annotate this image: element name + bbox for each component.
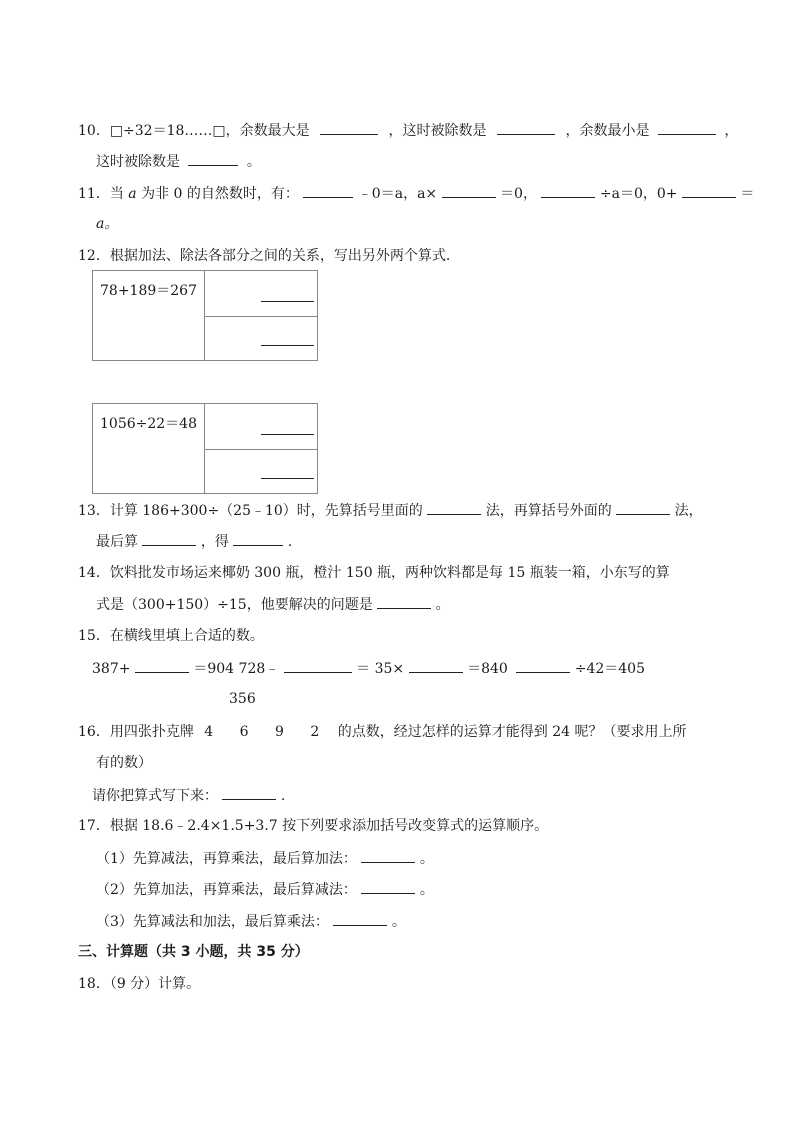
- q17-text: 17．根据 18.6﹣2.4×1.5+3.7 按下列要求添加括号改变算式的运算顺序。: [78, 818, 549, 834]
- q17-blank-1[interactable]: [361, 848, 415, 863]
- q12-box-2-answer-2[interactable]: [261, 478, 314, 479]
- q12-box-1-equation: 78+189＝267: [100, 283, 197, 299]
- q16-text-b: 的点数，经过怎样的运算才能得到 24 呢？（要求用上所: [337, 724, 687, 740]
- q11-line1: [78, 183, 754, 204]
- q17-sub2-end: 。: [419, 882, 434, 898]
- q15-blank-1[interactable]: [135, 658, 189, 673]
- q16-line3: [92, 785, 285, 806]
- q12-box-1-answer-1[interactable]: [261, 301, 314, 302]
- q11-line2-text: a。: [96, 216, 119, 232]
- q10-blank-2[interactable]: [497, 120, 555, 135]
- q16-card-4: 2: [310, 724, 320, 740]
- q17-sub3: [96, 911, 406, 932]
- q12-box-2-equation: 1056÷22＝48: [100, 416, 197, 432]
- q13-text-a: 13．计算 186+300÷（25﹣10）时，先算括号里面的: [78, 503, 423, 519]
- q15-line2: 356: [229, 691, 256, 707]
- q16-text-a: 16．用四张扑克牌: [78, 724, 194, 740]
- q17-sub3-text: （3）先算减法和加法，最后算乘法：: [96, 914, 329, 930]
- q16-text-d: .: [280, 788, 286, 804]
- q10-line2: [96, 151, 261, 172]
- q15-blank-3[interactable]: [409, 658, 463, 673]
- q13-blank-4[interactable]: [233, 531, 283, 546]
- q10-text-c: ，余数最小是: [565, 123, 650, 139]
- q11-line2: [96, 214, 118, 234]
- q17-sub1-end: 。: [419, 851, 434, 867]
- q13-blank-2[interactable]: [616, 500, 670, 515]
- q12-box-2-divider: [204, 449, 317, 450]
- q15-equations: [92, 658, 645, 679]
- q16-text-c: 请你把算式写下来：: [92, 788, 218, 804]
- q10-line1: [78, 120, 738, 141]
- q17-blank-2[interactable]: [361, 879, 415, 894]
- q11-blank-4[interactable]: [682, 183, 736, 198]
- q15-eq3-b: ＝840: [467, 661, 508, 677]
- q13-blank-1[interactable]: [427, 500, 481, 515]
- q13-blank-3[interactable]: [142, 531, 196, 546]
- q12-box-2-answer-1[interactable]: [261, 434, 314, 435]
- q13-text-d: 最后算: [96, 534, 138, 550]
- q13-line2: [96, 531, 292, 552]
- q16-card-3: 9: [275, 724, 284, 740]
- q14-text-a: 式是（300+150）÷15，他要解决的问题是: [96, 597, 373, 613]
- q16-card-1: 4: [204, 724, 214, 740]
- q14-line1: 14．饮料批发市场运来椰奶 300 瓶，橙汁 150 瓶，两种饮料都是每 15 瓶装一箱，小东写的算: [78, 565, 670, 581]
- q15-eq4-b: ÷42＝405: [574, 661, 645, 677]
- q16-line2: 有的数）: [96, 755, 152, 771]
- q16-line1: [78, 722, 687, 742]
- q15-eq1-a: 387+: [92, 661, 131, 677]
- q16-blank-1[interactable]: [222, 785, 276, 800]
- q11-blank-3[interactable]: [541, 183, 595, 198]
- q10-text-d: ，: [724, 123, 739, 139]
- q17-sub1-text: （1）先算减法，再算乘法，最后算加法：: [96, 851, 357, 867]
- q12-box-1-divider: [204, 316, 317, 317]
- q14-blank-1[interactable]: [377, 594, 431, 609]
- q15-eq1-b: ＝904 728﹣: [193, 661, 280, 677]
- q15-blank-2[interactable]: [284, 658, 352, 673]
- q11-blank-1[interactable]: [303, 183, 353, 198]
- q15-text: 15．在横线里填上合适的数。: [78, 628, 264, 644]
- q12-box-1: [92, 270, 318, 361]
- q10-text-b: ，这时被除数是: [388, 123, 487, 139]
- q13-line1: [78, 500, 703, 521]
- q17-sub2: [96, 879, 434, 900]
- q10-text-e: 这时被除数是: [96, 154, 180, 170]
- q14-text-b: 。: [435, 597, 450, 613]
- q11-text-f: ＝: [740, 186, 755, 202]
- q10-blank-3[interactable]: [658, 120, 716, 135]
- q15-eq2-b: ＝ 35×: [356, 661, 405, 677]
- q16-card-2: 6: [239, 724, 249, 740]
- q13-text-f: .: [287, 534, 293, 550]
- q15-blank-4[interactable]: [516, 658, 570, 673]
- q18-text: 18．（9 分）计算。: [78, 976, 201, 992]
- q13-text-e: ，得: [200, 534, 229, 550]
- q11-blank-2[interactable]: [442, 183, 496, 198]
- q13-text-c: 法，: [674, 503, 703, 519]
- q12-text: 12．根据加法、除法各部分之间的关系，写出另外两个算式.: [78, 248, 451, 264]
- q10-text-a: 10．□÷32＝18……□，余数最大是: [78, 123, 310, 139]
- q17-sub2-text: （2）先算加法，再算乘法，最后算减法：: [96, 882, 357, 898]
- q11-text-c: ﹣0＝a，a×: [357, 186, 438, 202]
- q12-box-2: [92, 403, 318, 494]
- q14-line2: [96, 594, 450, 615]
- q10-blank-1[interactable]: [320, 120, 378, 135]
- q11-text-e: ÷a＝0，0+: [599, 186, 678, 202]
- q10-blank-4[interactable]: [188, 151, 238, 166]
- q17-sub1: [96, 848, 434, 869]
- q17-blank-3[interactable]: [333, 911, 387, 926]
- q10-text-f: 。: [246, 154, 261, 170]
- q13-text-b: 法，再算括号外面的: [485, 503, 612, 519]
- q17-sub3-end: 。: [391, 914, 406, 930]
- q11-text-d: ＝0，: [500, 186, 537, 202]
- section-3-heading: 三、计算题（共 3 小题，共 35 分）: [78, 944, 309, 960]
- q11-var: a: [128, 186, 137, 202]
- q11-text-a: 11．当: [78, 186, 124, 202]
- q12-box-1-answer-2[interactable]: [261, 345, 314, 346]
- q11-text-b: 为非 0 的自然数时，有：: [141, 186, 299, 202]
